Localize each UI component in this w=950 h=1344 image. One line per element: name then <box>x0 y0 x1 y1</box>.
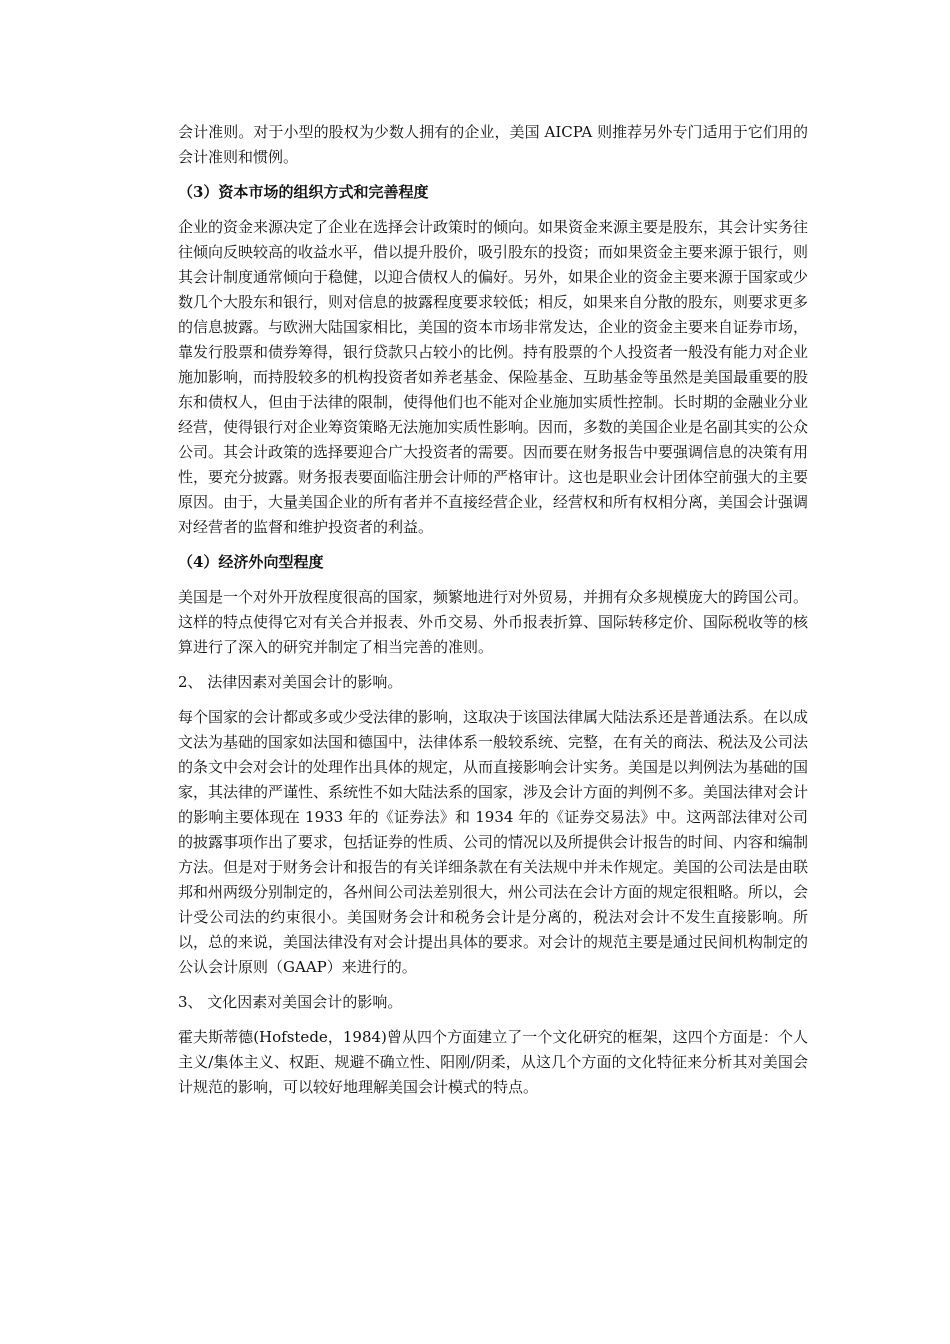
paragraph-cultural-factors: 霍夫斯蒂德(Hofstede，1984)曾从四个方面建立了一个文化研究的框架，这四个方面是：个人主义/集体主义、权距、规避不确立性、阳刚/阴柔，从这几个方面的文化特征来分析其对美国会计规范的影响，可以较好地理解美国会计模式的特点。 <box>178 1028 808 1096</box>
paragraph-capital-market: 企业的资金来源决定了企业在选择会计政策时的倾向。如果资金来源主要是股东，其会计实务往往倾向反映较高的收益水平，借以提升股价，吸引股东的投资；而如果资金主要来源于银行，则其会计制度通常倾向于稳健，以迎合债权人的偏好。另外，如果企业的资金主要来源于国家或少数几个大股东和银行，则对信息的披露程度要求较低；相反，如果来自分散的股东，则要求更多的信息披露。与欧洲大陆国家相比，美国的资本市场非常发达，企业的资金主要来自证券市场，靠发行股票和债券筹得，银行贷款只占较小的比例。持有股票的个人投资者一般没有能力对企业施加影响，而持股较多的机构投资者如养老基金、保险基金、互助基金等虽然是美国最重要的股东和债权人，但由于法律的限制，使得他们也不能对企业施加实质性控制。长时期的金融业分业经营，使得银行对企业筹资策略无法施加实质性影响。因而，多数的美国企业是名副其实的公众公司。其会计政策的选择要迎合广大投资者的需要。因而要在财务报告中要强调信息的决策有用性，要充分披露。财务报表要面临注册会计师的严格审计。这也是职业会计团体空前强大的主要原因。由于，大量美国企业的所有者并不直接经营企业，经营权和所有权相分离，美国会计强调对经营者的监督和维护投资者的利益。 <box>178 218 809 536</box>
paragraph-accounting-standards-tail: 会计准则。对于小型的股权为少数人拥有的企业，美国 AICPA 则推荐另外专门适用于它们用的会计准则和惯例。 <box>178 123 808 166</box>
paragraph-legal-factors: 每个国家的会计都或多或少受法律的影响，这取决于该国法律属大陆法系还是普通法系。在以成文法为基础的国家如法国和德国中，法律体系一般较系统、完整，在有关的商法、税法及公司法的条文中会对会计的处理作出具体的规定，从而直接影响会计实务。美国是以判例法为基础的国家，其法律的严谨性、系统性不如大陆法系的国家，涉及会计方面的判例不多。美国法律对会计的影响主要体现在 1933 年的《证券法》和 1934 年的《证券交易法》中。这两部法律对公司的披露事项作出了要求，包括证券的性质、公司的情况以及所提供会计报告的时间、内容和编制方法。但是对于财务会计和报告的有关详细条款在有关法规中并未作规定。美国的公司法是由联邦和州两级分别制定的，各州间公司法差别很大，州公司法在会计方面的规定很粗略。所以，会计受公司法的约束很小。美国财务会计和税务会计是分离的，税法对会计不发生直接影响。所以，总的来说，美国法律没有对会计提出具体的要求。对会计的规范主要是通过民间机构制定的公认会计原则（GAAP）来进行的。 <box>178 708 809 976</box>
heading-legal-factors: 2、 法律因素对美国会计的影响。 <box>178 673 403 691</box>
heading-capital-market: （3）资本市场的组织方式和完善程度 <box>178 183 429 201</box>
paragraph-economic-openness: 美国是一个对外开放程度很高的国家，频繁地进行对外贸易，并拥有众多规模庞大的跨国公司。这样的特点使得它对有关合并报表、外币交易、外币报表折算、国际转移定价、国际税收等的核算进行了深入的研究并制定了相当完善的准则。 <box>178 588 809 656</box>
heading-economic-openness: （4）经济外向型程度 <box>178 553 324 571</box>
heading-cultural-factors: 3、 文化因素对美国会计的影响。 <box>178 993 403 1011</box>
document-page <box>178 120 808 1110</box>
